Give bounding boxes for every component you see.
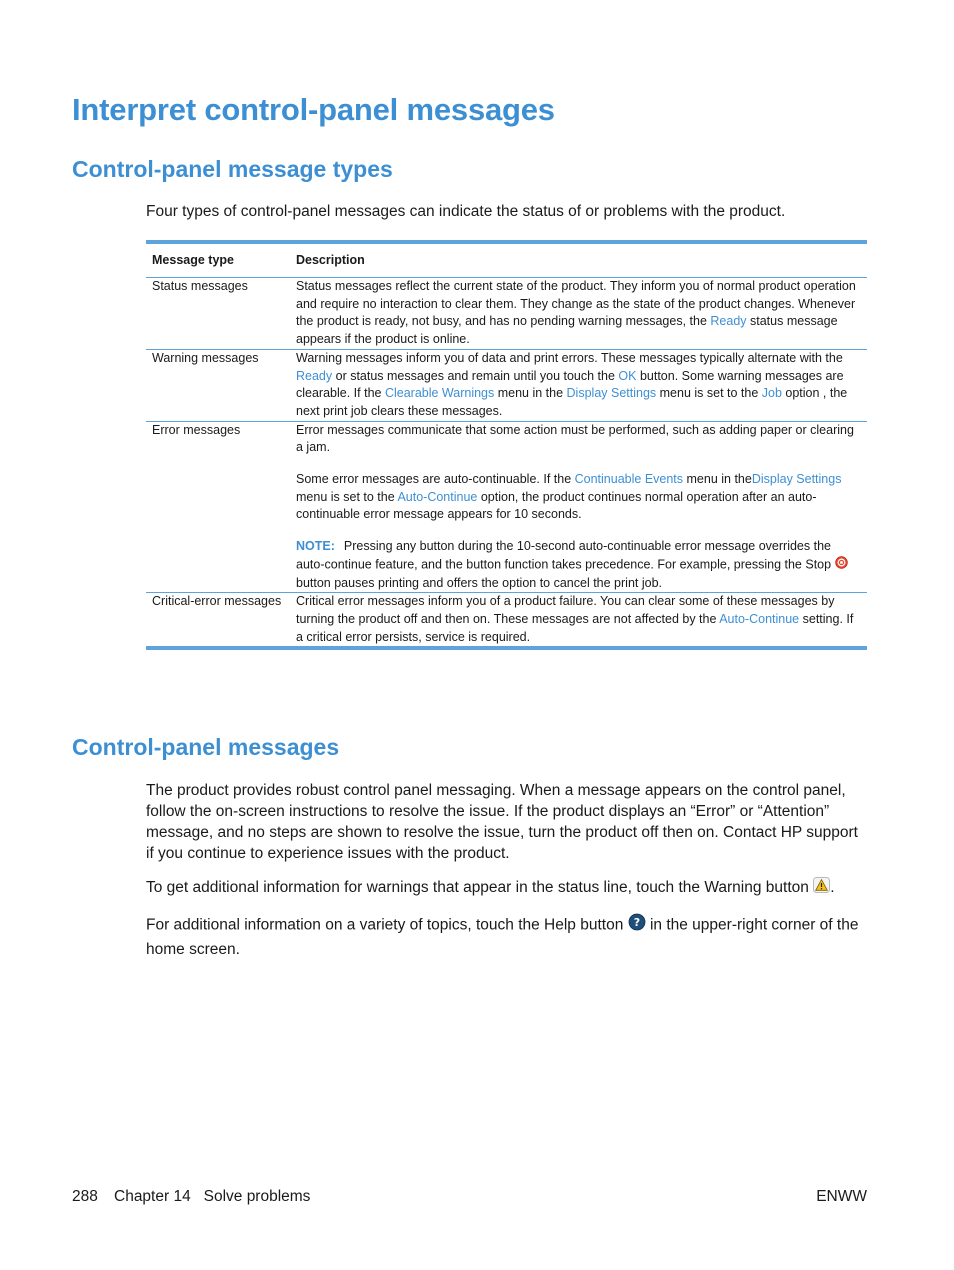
description-text — [296, 471, 861, 524]
section-title-message-types: Control-panel message types — [72, 156, 393, 182]
menu-reference-link: Job — [761, 386, 782, 401]
help-paragraph — [146, 913, 862, 961]
menu-reference-link: Display Settings — [751, 472, 842, 487]
note-body: Pressing any button during the 10-second auto-continuable error message overrides the auto-continue feature, and the button function takes precedence. For example, pressing the Stop — [296, 539, 835, 572]
text-run: Warning messages inform you of data and print errors. These messages typically alternate with the — [296, 350, 843, 365]
menu-reference-link: Auto-Continue — [397, 489, 478, 504]
page-number: 288 — [72, 1188, 98, 1205]
warning-icon — [813, 877, 830, 899]
table-row — [146, 349, 867, 421]
text-run: Status messages reflect the current state of the product. They inform you of normal product operation and require no interaction to clear them. They change as the state of the product changes. Whenever the product is ready, not busy, and has no pending warning messages, the — [296, 279, 856, 329]
text-run: menu is set to the — [296, 489, 398, 504]
menu-reference-link: Auto-Continue — [719, 611, 800, 626]
warning-paragraph-end: . — [830, 879, 835, 897]
description-text — [296, 422, 861, 457]
text-run: setting. If a critical error persists, service is required. — [296, 611, 854, 644]
description-text — [296, 350, 861, 421]
warning-paragraph-text: To get additional information for warnings that appear in the status line, touch the Warning button — [146, 879, 814, 897]
note-label: NOTE: — [296, 539, 335, 554]
text-run: menu is set to the — [656, 386, 762, 401]
description-cell — [296, 278, 861, 349]
description-text — [296, 278, 861, 349]
intro-paragraph: Four types of control-panel messages can indicate the status of or problems with the product. — [146, 203, 786, 220]
description-cell — [296, 593, 861, 646]
message-type-cell: Critical-error messages — [152, 594, 282, 609]
message-type-cell: Warning messages — [152, 350, 259, 365]
table-header-row — [146, 244, 867, 277]
menu-reference-link: Ready — [296, 368, 333, 383]
column-header-message-type: Message type — [152, 253, 234, 267]
text-run: option , the next print job clears these messages. — [296, 386, 848, 418]
note-body-continued: button pauses printing and offers the option to cancel the print job. — [296, 575, 662, 590]
message-type-cell: Error messages — [152, 422, 241, 437]
menu-reference-link: Continuable Events — [574, 472, 684, 487]
warning-paragraph — [146, 877, 862, 899]
table-row — [146, 277, 867, 349]
help-icon — [628, 913, 646, 938]
text-run: menu in the — [494, 386, 567, 401]
text-run: or status messages and remain until you touch the — [332, 368, 619, 383]
column-header-description: Description — [296, 253, 365, 267]
svg-text:?: ? — [633, 916, 640, 929]
section-title-control-panel-messages: Control-panel messages — [72, 734, 340, 760]
body-paragraph: The product provides robust control panel messaging. When a message appears on the control panel, follow the on-screen instructions to resolve the issue. If the product displays an “Error” or “Attention” message, and no steps are shown to resolve the issue, turn the product off then on. Contact HP support if you continue to experience issues with the product. — [146, 782, 858, 862]
text-run: Error messages communicate that some action must be performed, such as adding paper or clearing a jam. — [296, 422, 854, 455]
text-run: Some error messages are auto-continuable. If the — [296, 472, 575, 487]
message-types-table — [146, 240, 867, 650]
help-paragraph-end: in the upper-right corner of the home screen. — [146, 916, 859, 958]
table-row — [146, 592, 867, 646]
text-run: Critical error messages inform you of a product failure. You can clear some of these messages by turning the product off and then on. These messages are not affected by the — [296, 594, 835, 626]
menu-reference-link: OK — [618, 368, 637, 383]
menu-reference-link: Clearable Warnings — [384, 386, 495, 401]
table-row — [146, 421, 867, 593]
description-text — [296, 593, 861, 646]
stop-icon — [835, 556, 848, 575]
page-title: Interpret control-panel messages — [72, 92, 555, 127]
message-type-cell: Status messages — [152, 279, 248, 293]
description-cell — [296, 350, 861, 421]
chapter-label: Chapter 14 Solve problems — [114, 1188, 311, 1205]
footer-right-label: ENWW — [816, 1188, 867, 1205]
note-text — [296, 538, 861, 592]
menu-reference-link: Ready — [710, 314, 747, 329]
text-run: menu in the — [683, 472, 752, 487]
menu-reference-link: Display Settings — [566, 386, 657, 401]
text-run: button. Some warning messages are clearable. If the — [296, 368, 844, 401]
text-run: status message appears if the product is online. — [296, 314, 838, 347]
description-cell — [296, 422, 861, 593]
help-paragraph-text: For additional information on a variety of topics, touch the Help button — [146, 916, 628, 934]
text-run: option, the product continues normal operation after an auto-continuable error message appears for 10 seconds. — [296, 489, 817, 522]
